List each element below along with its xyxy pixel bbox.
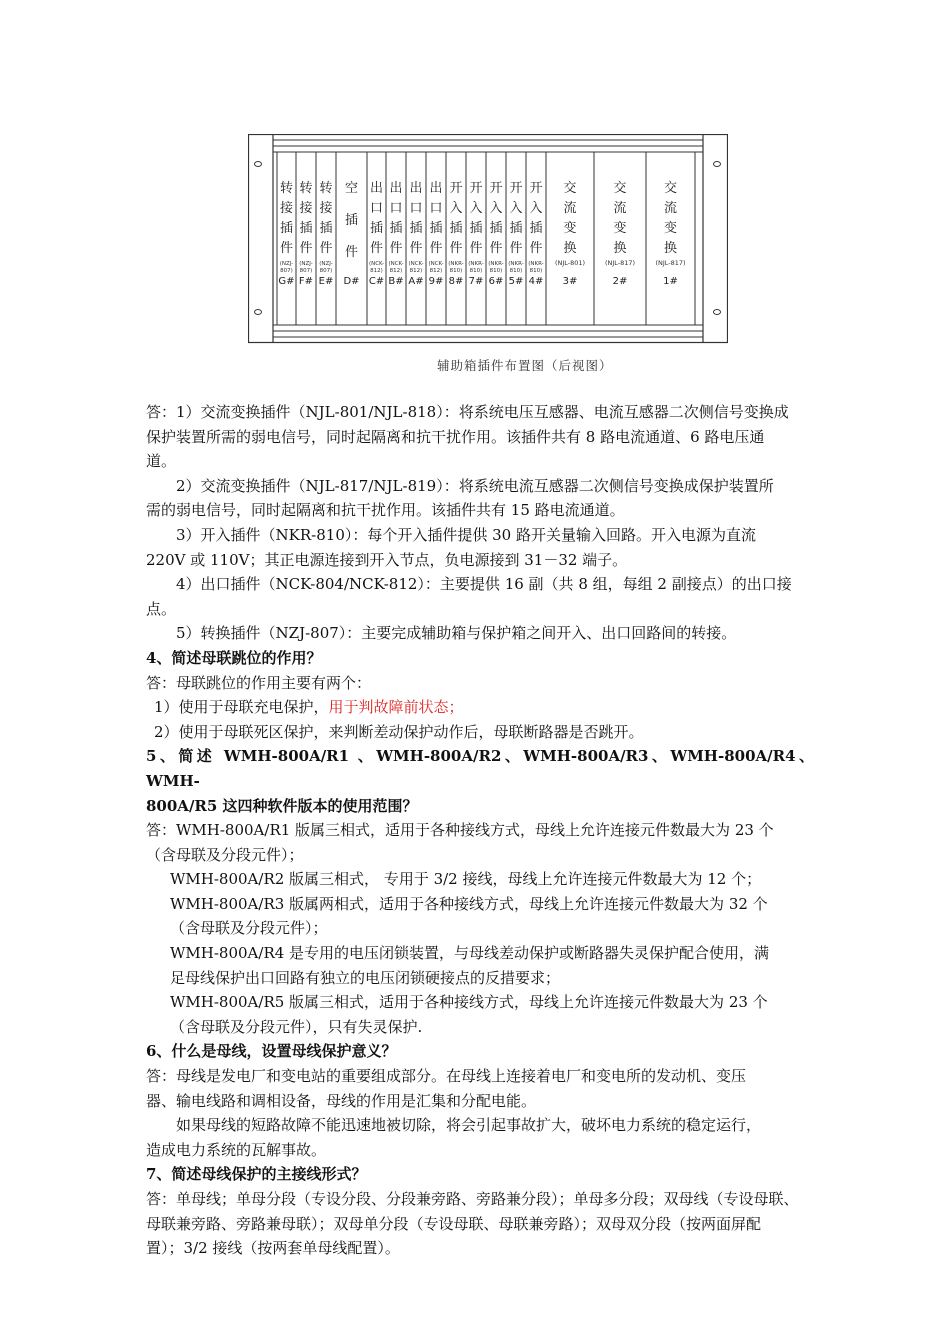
slot-8-char: 件 <box>429 241 443 256</box>
slot-12-model: 810) <box>509 268 523 274</box>
slot-14-char: 流 <box>563 201 577 216</box>
slot-8-model: 812) <box>429 268 443 274</box>
slot-16-char: 交 <box>663 181 678 196</box>
slot-14-char: 变 <box>563 221 577 236</box>
slot-16-char: 变 <box>663 221 678 236</box>
mounting-hole-icon <box>255 162 262 167</box>
slot-11-char: 件 <box>489 241 503 256</box>
slot-6-char: 件 <box>389 241 403 256</box>
slot-8-char: 出 <box>429 181 443 196</box>
slot-7-model: 812) <box>409 268 423 274</box>
slot-4-char: 插 <box>344 213 359 228</box>
question-4-item-2: 2）使用于母联死区保护，来判断差动保护动作后，母联断路器是否跳开。 <box>154 722 644 741</box>
slot-10-char: 件 <box>469 241 483 256</box>
slot-15-char: 变 <box>613 221 627 236</box>
question-4-item-1-text: 1）使用于母联充电保护， <box>154 698 329 717</box>
question-6-answer-line-4: 造成电力系统的瓦解事故。 <box>146 1140 327 1159</box>
auxiliary-box-layout-diagram <box>248 134 728 344</box>
slot-11-char: 入 <box>489 201 503 216</box>
slot-7-char: 口 <box>409 201 423 216</box>
slot-14-char: 交 <box>563 181 577 196</box>
question-5-answer-2: WMH-800A/R2 版属三相式， 专用于 3/2 接线，母线上允许连接元件数最大为 12 个； <box>170 870 762 889</box>
slot-1-model: 807) <box>280 268 293 274</box>
slot-9-char: 入 <box>449 201 463 216</box>
slot-14-model: (NJL-801) <box>554 259 586 267</box>
slot-2-number: F# <box>298 276 314 287</box>
slot-9-number: 8# <box>448 276 464 287</box>
question-6-heading: 6、什么是母线，设置母线保护意义？ <box>146 1042 397 1061</box>
slot-3-number: E# <box>318 276 334 287</box>
slot-16-char: 换 <box>663 241 678 256</box>
slot-2-char: 件 <box>299 241 313 256</box>
answer-1-line-3: 道。 <box>146 452 177 471</box>
slot-7-char: 出 <box>409 181 423 196</box>
slot-13-model: 810) <box>529 268 543 274</box>
slot-2-model: 807) <box>299 268 313 274</box>
question-7-answer-line-3: 置）；3/2 接线（按两套单母线配置）。 <box>146 1239 400 1258</box>
slot-12-model: (NKR- <box>508 261 524 267</box>
slot-10-char: 开 <box>469 181 483 196</box>
slot-3-char: 接 <box>319 201 333 216</box>
slot-12-char: 插 <box>509 221 523 236</box>
question-4-answer: 答：母联跳位的作用主要有两个： <box>146 673 372 692</box>
question-5-answer-4-line-2: 足母线保护出口回路有独立的电压闭锁硬接点的反措要求； <box>170 968 561 987</box>
slot-4-char: 件 <box>344 245 359 260</box>
slot-16-model: (NJL-817) <box>655 259 686 267</box>
slot-11-char: 开 <box>489 181 503 196</box>
answer-1-line-2: 保护装置所需的弱电信号，同时起隔离和抗干扰作用。该插件共有 8 路电流通道、6 路电压通 <box>146 427 765 446</box>
slot-3-char: 转 <box>319 181 333 196</box>
question-7-heading: 7、简述母线保护的主接线形式？ <box>146 1165 367 1184</box>
slot-4-char: 空 <box>344 181 359 196</box>
slot-7-model: (NCK- <box>408 261 424 267</box>
question-5-heading-line-2: 800A/R5 这四种软件版本的使用范围？ <box>146 796 418 815</box>
slot-13-model: (NKR- <box>528 261 544 267</box>
slot-16-number: 1# <box>663 276 678 287</box>
slot-2-char: 转 <box>299 181 313 196</box>
question-5-heading-line-1: 5、简述 WMH-800A/R1 、WMH-800A/R2、WMH-800A/R3、WMH-800A/R4、WMH- <box>146 747 814 790</box>
question-5-answer-4-line-1: WMH-800A/R4 是专用的电压闭锁装置，与母线差动保护或断路器失灵保护配合使用，满 <box>170 944 770 963</box>
question-6-answer-line-3: 如果母线的短路故障不能迅速地被切除，将会引起事故扩大，破坏电力系统的稳定运行， <box>176 1116 762 1135</box>
answer-2-line-2: 需的弱电信号，同时起隔离和抗干扰作用。该插件共有 15 路电流通道。 <box>146 501 625 520</box>
slot-13-char: 入 <box>529 201 543 216</box>
slot-3-char: 插 <box>319 221 333 236</box>
slot-6-model: (NCK- <box>388 261 404 267</box>
slot-1-char: 件 <box>279 241 294 256</box>
mounting-hole-icon <box>714 310 721 315</box>
slot-12-char: 件 <box>509 241 523 256</box>
slot-10-model: (NKR- <box>468 261 484 267</box>
slot-12-number: 5# <box>508 276 524 287</box>
slot-11-model: (NKR- <box>488 261 504 267</box>
slot-8-number: 9# <box>428 276 444 287</box>
slot-1-char: 接 <box>279 201 294 216</box>
slot-1-char: 转 <box>279 181 294 196</box>
answer-5: 5）转换插件（NZJ-807）：主要完成辅助箱与保护箱之间开入、出口回路间的转接。 <box>176 624 737 643</box>
slot-10-char: 入 <box>469 201 483 216</box>
slot-9-char: 插 <box>449 221 463 236</box>
slot-1-number: G# <box>278 276 295 287</box>
slot-8-model: (NCK- <box>428 261 444 267</box>
question-7-answer-line-2: 母联兼旁路、旁路兼母联）；双母单分段（专设母联、母联兼旁路）；双母双分段（按两面屏配 <box>146 1214 762 1233</box>
slot-10-char: 插 <box>469 221 483 236</box>
question-4-item-1-highlight: 用于判故障前状态； <box>328 698 464 717</box>
question-5-answer-5-line-1: WMH-800A/R5 版属三相式，适用于各种接线方式，母线上允许连接元件数最大为 23 个 <box>170 993 768 1012</box>
question-5-answer-3-line-1: WMH-800A/R3 版属两相式，适用于各种接线方式，母线上允许连接元件数最大为 32 个 <box>170 894 768 913</box>
question-5-answer-1-line-2: （含母联及分段元件）； <box>146 845 304 864</box>
question-6-answer-line-2: 器、输电线路和调相设备，母线的作用是汇集和分配电能。 <box>146 1091 537 1110</box>
slot-13-char: 插 <box>529 221 543 236</box>
slot-5-model: 812) <box>370 268 383 274</box>
slot-15-char: 交 <box>613 181 627 196</box>
slot-3-model: 807) <box>319 268 333 274</box>
slot-14-number: 3# <box>562 276 578 287</box>
slot-8-char: 口 <box>429 201 443 216</box>
answer-2-line-1: 2）交流变换插件（NJL-817/NJL-819）：将系统电流互感器二次侧信号变换成保护装置所 <box>176 476 774 495</box>
question-5-answer-1-line-1: 答：WMH-800A/R1 版属三相式，适用于各种接线方式，母线上允许连接元件数最大为 23 个 <box>146 821 774 840</box>
slot-9-model: 810) <box>449 268 463 274</box>
slot-11-number: 6# <box>488 276 504 287</box>
question-5-answer-3-line-2: （含母联及分段元件）； <box>170 919 328 938</box>
slot-6-model: 812) <box>389 268 403 274</box>
question-6-answer-line-1: 答：母线是发电厂和变电站的重要组成部分。在母线上连接着电厂和变电所的发动机、变压 <box>146 1067 747 1086</box>
answer-1-line-1: 答：1）交流变换插件（NJL-801/NJL-818）：将系统电压互感器、电流互感器二次侧信号变换成 <box>146 403 789 421</box>
slot-4-number: D# <box>343 276 360 287</box>
slot-15-number: 2# <box>612 276 628 287</box>
slot-5-char: 件 <box>369 241 384 256</box>
question-5-answer-5-line-2: （含母联及分段元件），只有失灵保护. <box>170 1017 423 1036</box>
slot-9-model: (NKR- <box>448 261 464 267</box>
slot-5-char: 插 <box>369 221 384 236</box>
slot-16-char: 流 <box>663 201 678 216</box>
slot-2-model: (NZJ- <box>299 261 313 267</box>
answer-body <box>146 400 814 1261</box>
slot-2-char: 插 <box>299 221 313 236</box>
slot-8-char: 插 <box>429 221 443 236</box>
slot-15-char: 流 <box>613 201 627 216</box>
question-4-item-1 <box>146 695 814 720</box>
slot-12-char: 开 <box>509 181 523 196</box>
slot-7-number: A# <box>408 276 424 287</box>
slot-5-char: 出 <box>369 181 384 196</box>
rack-frame <box>249 135 728 343</box>
slot-3-model: (NZJ- <box>319 261 333 267</box>
answer-3-line-2: 220V 或 110V；其正电源连接到开入节点，负电源接到 31－32 端子。 <box>146 550 628 569</box>
mounting-hole-icon <box>255 310 262 315</box>
slot-5-number: C# <box>368 276 385 287</box>
slot-11-model: 810) <box>489 268 503 274</box>
slot-3-char: 件 <box>319 241 333 256</box>
question-7-answer-line-1: 答：单母线；单母分段（专设分段、分段兼旁路、旁路兼分段）；单母多分段；双母线（专设母联、 <box>146 1190 799 1208</box>
slot-15-model: (NJL-817) <box>604 259 636 267</box>
slot-7-char: 插 <box>409 221 423 236</box>
slot-7-char: 件 <box>409 241 423 256</box>
mounting-hole-icon <box>714 162 721 167</box>
slot-1-char: 插 <box>279 221 294 236</box>
slot-6-char: 口 <box>389 201 403 216</box>
slot-13-number: 4# <box>528 276 544 287</box>
slot-1-model: (NZJ- <box>279 261 294 267</box>
slot-9-char: 件 <box>449 241 463 256</box>
slot-14-char: 换 <box>563 241 577 256</box>
slot-10-model: 810) <box>469 268 483 274</box>
answer-3-line-1: 3）开入插件（NKR-810）：每个开入插件提供 30 路开关量输入回路。开入电源为直流 <box>176 525 756 544</box>
slot-15-char: 换 <box>613 241 627 256</box>
answer-4: 4）出口插件（NCK-804/NCK-812）：主要提供 16 副（共 8 组，每组 2 副接点）的出口接点。 <box>146 575 792 618</box>
slot-6-char: 插 <box>389 221 403 236</box>
slot-5-model: (NCK- <box>368 261 385 267</box>
slot-10-number: 7# <box>468 276 484 287</box>
slot-13-char: 件 <box>529 241 543 256</box>
slot-11-char: 插 <box>489 221 503 236</box>
slot-12-char: 入 <box>509 201 523 216</box>
slot-6-number: B# <box>388 276 404 287</box>
slot-5-char: 口 <box>369 201 384 216</box>
question-4-heading: 4、简述母联跳位的作用？ <box>146 648 322 667</box>
diagram-caption: 辅助箱插件布置图（后视图） <box>437 358 613 373</box>
slot-6-char: 出 <box>389 181 403 196</box>
slot-13-char: 开 <box>529 181 543 196</box>
slot-9-char: 开 <box>449 181 463 196</box>
slot-2-char: 接 <box>299 201 313 216</box>
